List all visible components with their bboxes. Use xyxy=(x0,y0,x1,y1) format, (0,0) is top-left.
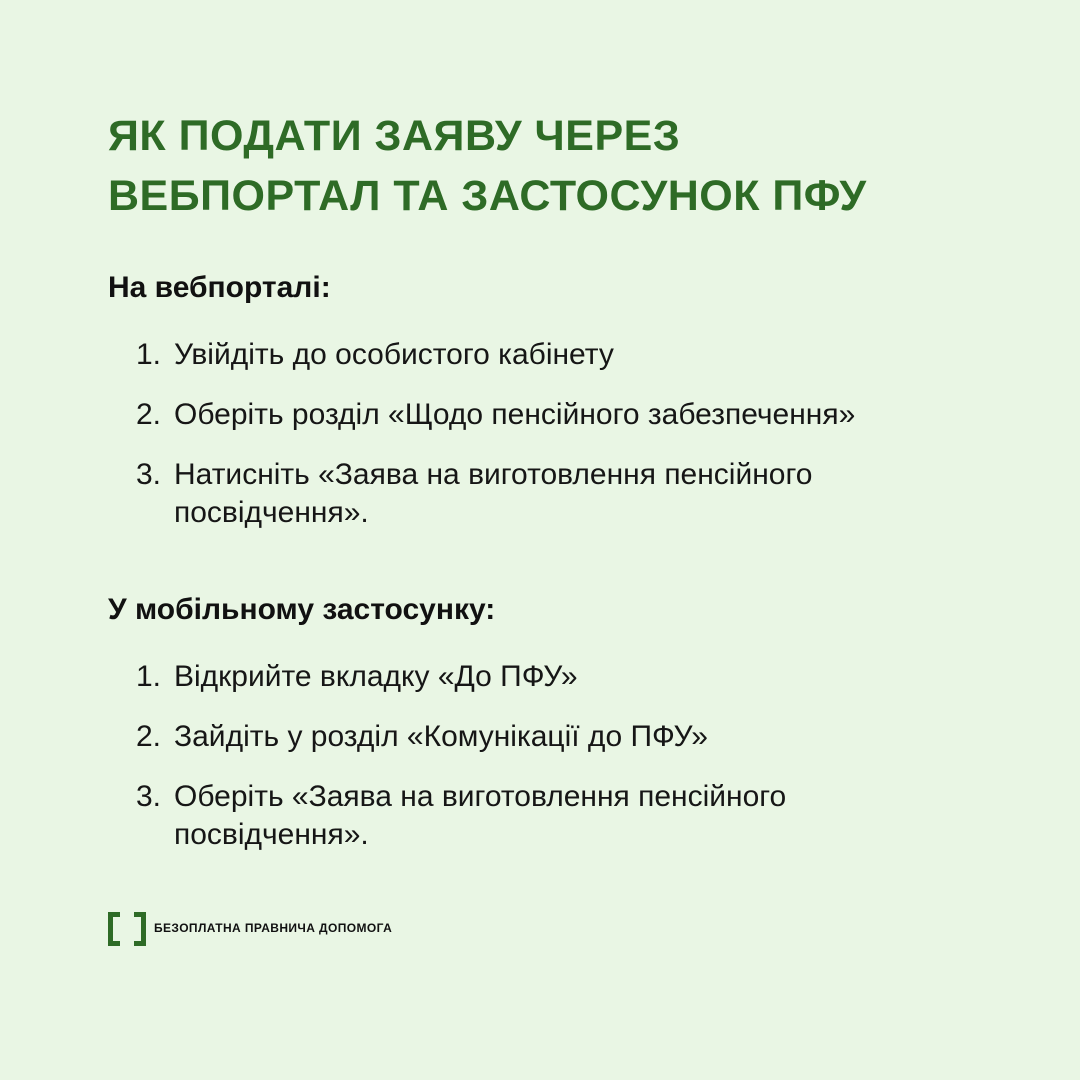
title-line-1: ЯК ПОДАТИ ЗАЯВУ ЧЕРЕЗ xyxy=(108,112,681,160)
mobile-app-heading: У мобільному застосунку: xyxy=(108,593,496,626)
footer-logo xyxy=(108,911,392,945)
web-step-1 xyxy=(136,336,1036,374)
web-step-2 xyxy=(136,396,1036,434)
bracket-logo-icon xyxy=(108,912,146,944)
mobile-app-steps xyxy=(136,658,1036,876)
app-step-3 xyxy=(136,778,1036,854)
step-number: 1. xyxy=(136,338,162,371)
step-number: 2. xyxy=(136,398,162,431)
step-number: 3. xyxy=(136,458,162,491)
left-bracket-shape xyxy=(108,912,120,946)
step-text: Відкрийте вкладку «До ПФУ» xyxy=(174,660,578,693)
step-text: Натисніть «Заява на виготовлення пенсійного посвідчення». xyxy=(174,458,813,529)
step-number: 1. xyxy=(136,660,162,693)
step-text: Увійдіть до особистого кабінету xyxy=(174,338,614,371)
web-step-3 xyxy=(136,456,1036,532)
step-text: Оберіть «Заява на виготовлення пенсійного посвідчення». xyxy=(174,780,787,851)
web-portal-heading: На вебпорталі: xyxy=(108,271,331,304)
web-portal-steps xyxy=(136,336,1036,554)
step-text: Оберіть розділ «Щодо пенсійного забезпечення» xyxy=(174,398,856,431)
step-number: 2. xyxy=(136,720,162,753)
right-bracket-shape xyxy=(134,912,146,946)
title-line-2: ВЕБПОРТАЛ ТА ЗАСТОСУНОК ПФУ xyxy=(108,172,867,220)
app-step-2 xyxy=(136,718,1036,756)
page-title xyxy=(108,106,988,226)
step-number: 3. xyxy=(136,780,162,813)
app-step-1 xyxy=(136,658,1036,696)
step-text: Зайдіть у розділ «Комунікації до ПФУ» xyxy=(174,720,708,753)
organization-name: БЕЗОПЛАТНА ПРАВНИЧА ДОПОМОГА xyxy=(154,921,393,935)
